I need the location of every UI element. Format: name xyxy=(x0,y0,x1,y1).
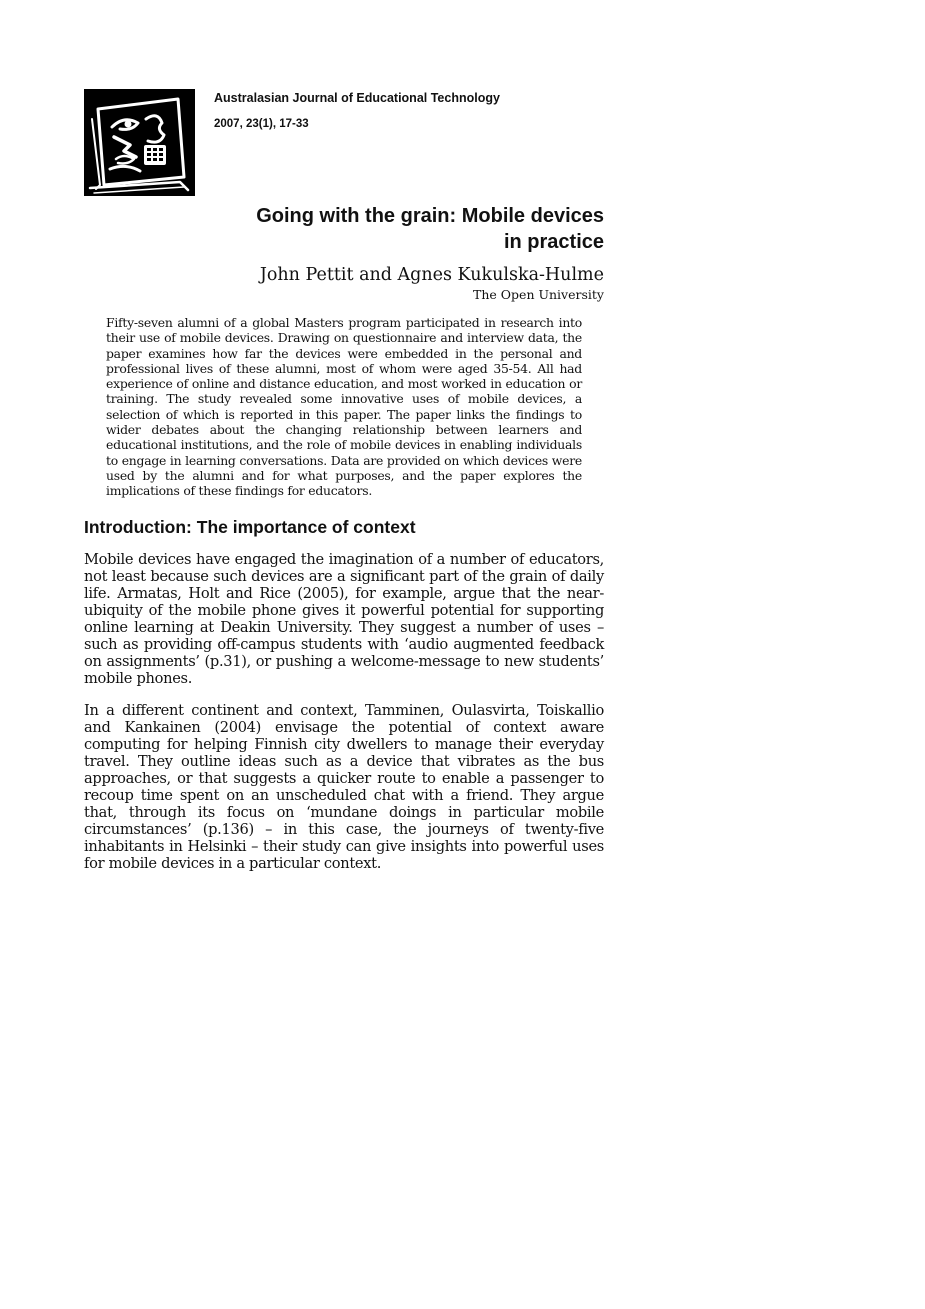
article-authors: John Pettit and Agnes Kukulska-Hulme xyxy=(259,265,604,285)
ajet-logo-icon xyxy=(84,89,195,196)
article-title: Going with the grain: Mobile devices in practice xyxy=(256,205,604,253)
journal-logo xyxy=(84,89,195,196)
body-paragraph: Mobile devices have engaged the imagination of a number of educators, not least because such devices are a significant part of the grain of daily life. Armatas, Holt and Rice (2005), for example, argue that the near-ubiquity of the mobile phone gives it powerful potential for supporting online learning at Deakin University. They suggest a number of uses – such as providing off-campus students with ‘audio augmented feedback on assignments’ (p.31), or pushing a welcome-message to new students’ mobile phones. xyxy=(84,551,604,687)
journal-name: Australasian Journal of Educational Technology xyxy=(214,91,500,105)
section-heading: Introduction: The importance of context xyxy=(84,517,416,537)
journal-header xyxy=(214,90,534,132)
abstract: Fifty-seven alumni of a global Masters program participated in research into their use of mobile devices. Drawing on questionnaire and interview data, the paper examines how far the devices were embedded in the personal and professional lives of these alumni, most of whom were aged 35-54. All had experience of online and distance education, and most worked in education or training. The study revealed some innovative uses of mobile devices, a selection of which is reported in this paper. The paper links the findings to wider debates about the changing relationship between learners and educational institutions, and the role of mobile devices in enabling individuals to engage in learning conversations. Data are provided on which devices were used by the alumni and for what purposes, and the paper explores the implications of these findings for educators. xyxy=(106,315,582,499)
journal-citation: 2007, 23(1), 17-33 xyxy=(214,117,309,130)
body-paragraph: In a different continent and context, Tamminen, Oulasvirta, Toiskallio and Kankainen (2004) envisage the potential of context aware computing for helping Finnish city dwellers to manage their everyday travel. They outline ideas such as a device that vibrates as the bus approaches, or that suggests a quicker route to enable a passenger to recoup time spent on an unscheduled chat with a friend. They argue that, through its focus on ‘mundane doings in particular mobile circumstances’ (p.136) – in this case, the journeys of twenty-five inhabitants in Helsinki – their study can give insights into powerful uses for mobile devices in a particular context. xyxy=(84,702,604,872)
author-affiliation: The Open University xyxy=(473,287,604,302)
